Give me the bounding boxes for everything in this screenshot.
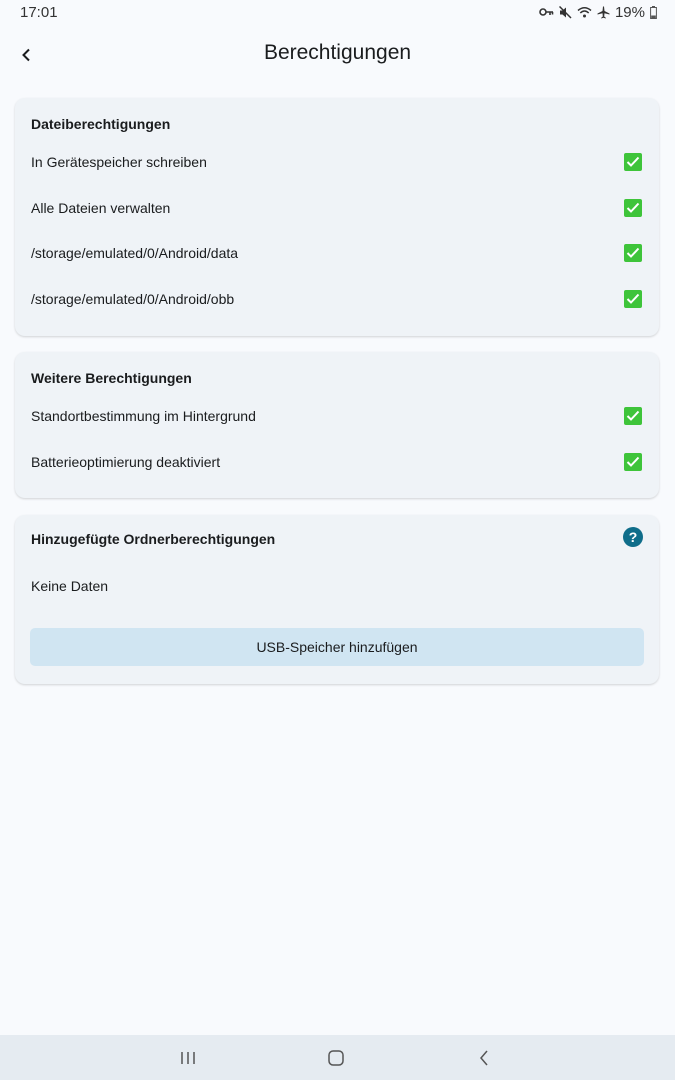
- permission-checkbox[interactable]: [624, 199, 642, 217]
- navigation-bar: [0, 1035, 675, 1080]
- permission-label: In Gerätespeicher schreiben: [31, 154, 207, 170]
- status-bar: [0, 0, 675, 26]
- permission-label: Batterieoptimierung deaktiviert: [31, 454, 221, 470]
- status-icons: [539, 3, 657, 21]
- recent-apps-button[interactable]: [168, 1043, 208, 1073]
- page-title: Berechtigungen: [263, 41, 412, 64]
- permission-label: /storage/emulated/0/Android/data: [31, 245, 239, 261]
- permission-row: [15, 279, 659, 319]
- permission-checkbox[interactable]: [624, 244, 642, 262]
- home-button[interactable]: [316, 1043, 356, 1073]
- add-usb-storage-button[interactable]: USB-Speicher hinzufügen: [30, 628, 644, 666]
- permission-row: [15, 442, 659, 482]
- wifi-icon: [577, 6, 592, 18]
- permission-checkbox[interactable]: [624, 453, 642, 471]
- check-icon: [626, 247, 640, 259]
- permission-label: Standortbestimmung im Hintergrund: [31, 408, 256, 424]
- back-icon: [479, 1050, 489, 1066]
- vpn-key-icon: [539, 7, 554, 17]
- system-back-button[interactable]: [464, 1043, 504, 1073]
- recent-apps-icon: [180, 1051, 196, 1065]
- other-permissions-title: Weitere Berechtigungen: [31, 370, 192, 386]
- folder-permissions-title: Hinzugefügte Ordnerberechtigungen: [31, 531, 276, 547]
- help-icon[interactable]: ?: [623, 527, 643, 547]
- airplane-icon: [597, 6, 610, 19]
- check-icon: [626, 293, 640, 305]
- file-permissions-title: Dateiberechtigungen: [31, 116, 171, 132]
- battery-icon: [650, 6, 657, 19]
- folder-permissions-card: [15, 515, 659, 684]
- check-icon: [626, 156, 640, 168]
- check-icon: [626, 202, 640, 214]
- permission-checkbox[interactable]: [624, 290, 642, 308]
- permission-row: [15, 396, 659, 436]
- app-bar: [0, 26, 675, 82]
- permission-row: [15, 142, 659, 182]
- status-time: 17:01: [20, 4, 58, 21]
- file-permissions-card: [15, 98, 659, 336]
- other-permissions-card: [15, 352, 659, 498]
- permission-row: [15, 188, 659, 228]
- check-icon: [626, 456, 640, 468]
- home-icon: [328, 1050, 344, 1066]
- permission-label: /storage/emulated/0/Android/obb: [31, 291, 235, 307]
- permission-checkbox[interactable]: [624, 153, 642, 171]
- permission-label: Alle Dateien verwalten: [31, 200, 171, 216]
- battery-percent: 19%: [614, 3, 645, 21]
- check-icon: [626, 410, 640, 422]
- permission-checkbox[interactable]: [624, 407, 642, 425]
- mute-icon: [559, 6, 572, 19]
- permission-row: [15, 233, 659, 273]
- empty-state-text: Keine Daten: [31, 578, 109, 594]
